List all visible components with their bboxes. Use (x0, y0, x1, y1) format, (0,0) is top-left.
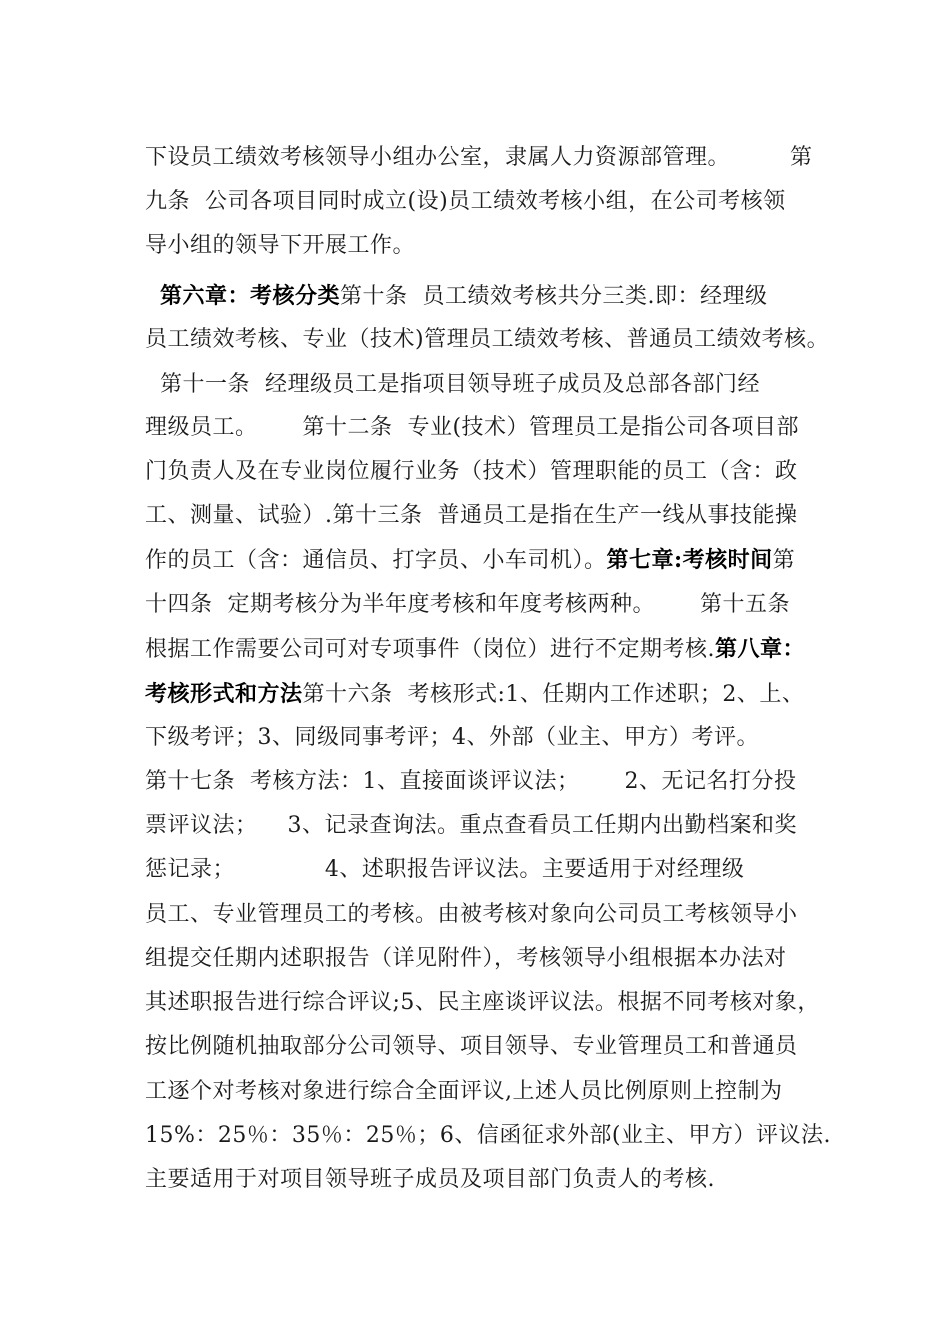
line-text: 第十条 员工绩效考核共分三类.即：经理级 (340, 284, 768, 309)
text-line (145, 723, 759, 753)
text-line (145, 634, 805, 665)
line-text: 第 (772, 548, 796, 573)
line-text: 票评议法； 3、记录查询法。重点查看员工任期内出勤档案和奖 (145, 813, 797, 838)
line-text: 下设员工绩效考核领导小组办公室，隶属人力资源部管理。 第 (145, 145, 813, 170)
line-text: 按比例随机抽取部分公司领导、项目领导、专业管理员工和普通员 (145, 1034, 798, 1059)
text-line (145, 325, 829, 355)
text-line (145, 545, 795, 576)
line-text: 第十七条 考核方法：1、直接面谈评议法； 2、无记名打分投 (145, 769, 797, 794)
chapter-heading: 第七章:考核时间 (606, 547, 773, 573)
line-text: 员工绩效考核、专业（技术)管理员工绩效考核、普通员工绩效考核。 (145, 327, 830, 352)
line-text (145, 284, 160, 309)
text-line (145, 281, 768, 312)
text-line (145, 231, 415, 261)
line-text: 门负责人及在专业岗位履行业务（技术）管理职能的员工（含：政 (145, 459, 798, 484)
text-line (145, 679, 804, 710)
line-text: 九条 公司各项目同时成立(设)员工绩效考核小组，在公司考核领 (145, 189, 786, 214)
line-text: 其述职报告进行综合评议;5、民主座谈评议法。根据不同考核对象， (145, 990, 820, 1015)
text-line (145, 1032, 798, 1062)
chapter-heading: 第六章：考核分类 (160, 283, 341, 309)
line-text: 作的员工（含：通信员、打字员、小车司机）。 (145, 548, 607, 573)
text-line (145, 590, 790, 620)
text-line (145, 187, 786, 217)
text-line (145, 900, 798, 930)
line-text: 工、测量、试验）.第十三条 普通员工是指在生产一线从事技能操 (145, 503, 798, 528)
line-text: 惩记录； 4、述职报告评议法。主要适用于对经理级 (145, 857, 745, 882)
text-line (145, 143, 812, 173)
line-text: 15%：25％：35％：25％；6、信函征求外部(业主、甲方）评议法. (145, 1123, 831, 1148)
text-line (145, 811, 797, 841)
chapter-heading: 第八章： (715, 636, 806, 662)
text-line (145, 855, 744, 885)
line-text: 第十六条 考核形式:1、任期内工作述职；2、上、 (302, 682, 805, 707)
text-line (145, 1165, 715, 1195)
text-line (145, 1077, 783, 1107)
line-text: 理级员工。 第十二条 专业(技术）管理员工是指公司各项目部 (145, 415, 800, 440)
line-text: 十四条 定期考核分为半年度考核和年度考核两种。 第十五条 (145, 592, 790, 617)
line-text: 第十一条 经理级员工是指项目领导班子成员及总部各部门经 (145, 372, 760, 397)
text-line (145, 370, 760, 400)
line-text: 员工、专业管理员工的考核。由被考核对象向公司员工考核领导小 (145, 902, 798, 927)
line-text: 根据工作需要公司可对专项事件（岗位）进行不定期考核. (145, 637, 715, 662)
line-text: 组提交任期内述职报告（详见附件），考核领导小组根据本办法对 (145, 946, 787, 971)
line-text: 主要适用于对项目领导班子成员及项目部门负责人的考核. (145, 1167, 715, 1192)
text-line (145, 501, 797, 531)
text-line (145, 457, 798, 487)
text-line (145, 944, 787, 974)
text-line (145, 1121, 831, 1151)
line-text: 工逐个对考核对象进行综合全面评议,上述人员比例原则上控制为 (145, 1079, 783, 1104)
text-line (145, 413, 799, 443)
chapter-heading: 考核形式和方法 (145, 681, 303, 707)
line-text: 导小组的领导下开展工作。 (145, 233, 416, 258)
text-line (145, 988, 820, 1018)
line-text: 下级考评；3、同级同事考评；4、外部（业主、甲方）考评。 (145, 725, 759, 750)
text-line (145, 767, 796, 797)
